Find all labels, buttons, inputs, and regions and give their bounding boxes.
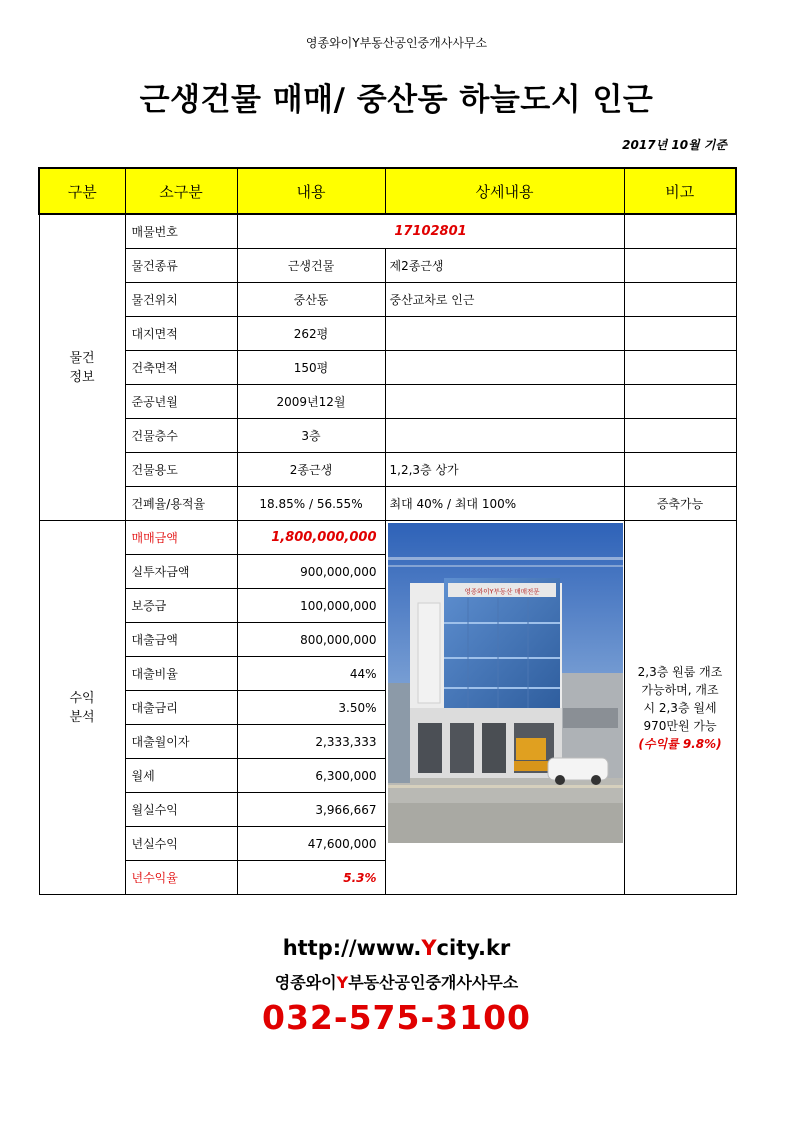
row-label: 건물층수 xyxy=(125,419,237,453)
office-part: 부동산공인중개사사무소 xyxy=(348,973,519,992)
row-note xyxy=(624,351,736,385)
building-photo xyxy=(388,523,623,843)
row-value: 3,966,667 xyxy=(237,793,385,827)
row-detail xyxy=(385,317,624,351)
row-label: 대출월이자 xyxy=(125,725,237,759)
note-line: 시 2,3층 월세 xyxy=(643,700,717,715)
table-row xyxy=(39,214,736,249)
table-row xyxy=(39,521,736,555)
row-detail xyxy=(385,351,624,385)
row-value: 47,600,000 xyxy=(237,827,385,861)
row-value: 900,000,000 xyxy=(237,555,385,589)
row-detail: 중산교차로 인근 xyxy=(385,283,624,317)
row-note xyxy=(624,419,736,453)
row-value: 중산동 xyxy=(237,283,385,317)
table-row xyxy=(39,487,736,521)
row-label: 매물번호 xyxy=(125,214,237,249)
row-value: 근생건물 xyxy=(237,249,385,283)
row-value: 3층 xyxy=(237,419,385,453)
office-y: Y xyxy=(336,973,349,992)
note-line: 가능하며, 개조 xyxy=(641,682,719,697)
url-y: Y xyxy=(421,936,437,960)
category-property-info xyxy=(39,214,125,521)
row-detail xyxy=(385,419,624,453)
row-label-annual-yield: 년수익율 xyxy=(125,861,237,895)
table-row xyxy=(39,249,736,283)
table-row xyxy=(39,351,736,385)
note-yield-highlight: (수익률 9.8%) xyxy=(638,736,722,751)
row-value: 3.50% xyxy=(237,691,385,725)
row-label: 보증금 xyxy=(125,589,237,623)
row-label: 월세 xyxy=(125,759,237,793)
row-value: 100,000,000 xyxy=(237,589,385,623)
header-content: 내용 xyxy=(237,168,385,214)
row-label: 건축면적 xyxy=(125,351,237,385)
office-name-footer xyxy=(0,970,793,993)
header-detail: 상세내용 xyxy=(385,168,624,214)
row-detail xyxy=(385,385,624,419)
table-row xyxy=(39,419,736,453)
category-line: 물건 xyxy=(69,350,95,366)
row-value: 6,300,000 xyxy=(237,759,385,793)
row-label: 대출금액 xyxy=(125,623,237,657)
header-category: 구분 xyxy=(39,168,125,214)
row-note xyxy=(624,317,736,351)
row-label-sale-price: 매매금액 xyxy=(125,521,237,555)
table-header-row xyxy=(39,168,736,214)
category-profit-analysis xyxy=(39,521,125,895)
row-note xyxy=(624,283,736,317)
row-detail: 1,2,3층 상가 xyxy=(385,453,624,487)
building-photo-cell xyxy=(385,521,624,895)
row-value: 2종근생 xyxy=(237,453,385,487)
header-subcategory: 소구분 xyxy=(125,168,237,214)
table-row xyxy=(39,317,736,351)
row-note xyxy=(624,385,736,419)
page-title: 근생건물 매매/ 중산동 하늘도시 인근 xyxy=(139,82,654,118)
website-link[interactable] xyxy=(0,936,793,960)
category-line: 정보 xyxy=(69,369,95,385)
category-line: 분석 xyxy=(69,709,95,725)
office-part: 영종와이 xyxy=(274,973,337,992)
row-note: 증축가능 xyxy=(624,487,736,521)
row-detail: 제2종근생 xyxy=(385,249,624,283)
listing-table xyxy=(38,167,737,895)
row-label: 월실수익 xyxy=(125,793,237,827)
row-label: 대출비율 xyxy=(125,657,237,691)
row-note xyxy=(624,249,736,283)
sale-price-value: 1,800,000,000 xyxy=(237,521,385,555)
row-value: 800,000,000 xyxy=(237,623,385,657)
url-part: city.kr xyxy=(436,936,511,960)
category-line: 수익 xyxy=(69,690,95,706)
office-name-top: 영종와이Y부동산공인중개사사무소 xyxy=(305,36,488,50)
row-label: 대출금리 xyxy=(125,691,237,725)
row-note xyxy=(624,214,736,249)
row-label: 건폐율/용적율 xyxy=(125,487,237,521)
building-sign: 영종와이Y부동산 매매전문 xyxy=(463,587,540,596)
row-value: 44% xyxy=(237,657,385,691)
row-label: 실투자금액 xyxy=(125,555,237,589)
row-value: 2009년12월 xyxy=(237,385,385,419)
annual-yield-value: 5.3% xyxy=(237,861,385,895)
note-line: 2,3층 원룸 개조 xyxy=(637,664,723,679)
row-label: 물건위치 xyxy=(125,283,237,317)
remarks-note xyxy=(624,521,736,895)
table-row xyxy=(39,453,736,487)
listing-number: 17102801 xyxy=(237,214,624,249)
row-value: 18.85% / 56.55% xyxy=(237,487,385,521)
row-label: 건물용도 xyxy=(125,453,237,487)
table-row xyxy=(39,385,736,419)
url-part: http://www. xyxy=(282,936,422,960)
row-label: 준공년월 xyxy=(125,385,237,419)
row-value: 150평 xyxy=(237,351,385,385)
header-remarks: 비고 xyxy=(624,168,736,214)
row-value: 2,333,333 xyxy=(237,725,385,759)
row-label: 대지면적 xyxy=(125,317,237,351)
note-line: 970만원 가능 xyxy=(643,718,717,733)
table-row xyxy=(39,283,736,317)
row-detail: 최대 40% / 최대 100% xyxy=(385,487,624,521)
reference-date: 2017년 10월 기준 xyxy=(622,138,727,152)
row-label: 물건종류 xyxy=(125,249,237,283)
row-note xyxy=(624,453,736,487)
phone-number[interactable]: 032-575-3100 xyxy=(261,998,531,1037)
row-value: 262평 xyxy=(237,317,385,351)
row-label: 년실수익 xyxy=(125,827,237,861)
